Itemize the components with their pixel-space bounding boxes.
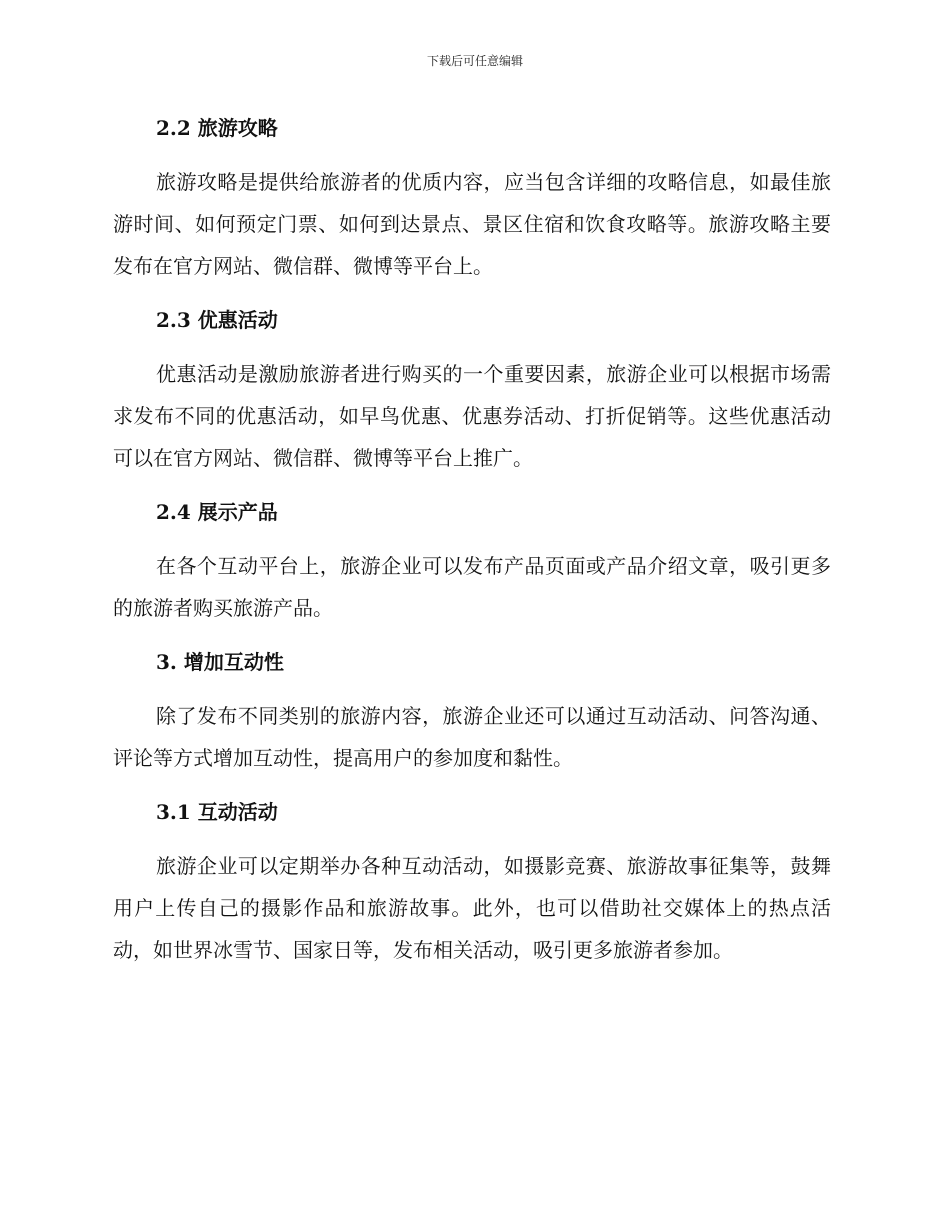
section-heading-2-3: 2.3 优惠活动 (156, 308, 278, 332)
section-heading-2-2: 2.2 旅游攻略 (156, 116, 278, 140)
section-paragraph-2-2: 旅游攻略是提供给旅游者的优质内容，应当包含详细的攻略信息，如最佳旅游时间、如何预定门票、如何到达景点、景区住宿和饮食攻略等。旅游攻略主要发布在官方网站、微信群、微博等平台上。 (113, 170, 831, 278)
header-note: 下载后可任意编辑 (426, 54, 523, 68)
section-paragraph-3: 除了发布不同类别的旅游内容，旅游企业还可以通过互动活动、问答沟通、评论等方式增加互动性，提高用户的参加度和黏性。 (113, 704, 831, 770)
section-paragraph-2-3: 优惠活动是激励旅游者进行购买的一个重要因素，旅游企业可以根据市场需求发布不同的优惠活动，如早鸟优惠、优惠券活动、打折促销等。这些优惠活动可以在官方网站、微信群、微博等平台上推广。 (113, 362, 831, 470)
section-paragraph-2-4: 在各个互动平台上，旅游企业可以发布产品页面或产品介绍文章，吸引更多的旅游者购买旅游产品。 (113, 554, 831, 620)
document-body (113, 108, 831, 971)
section-heading-2-4: 2.4 展示产品 (156, 500, 278, 524)
section-paragraph-3-1: 旅游企业可以定期举办各种互动活动，如摄影竞赛、旅游故事征集等，鼓舞用户上传自己的摄影作品和旅游故事。此外，也可以借助社交媒体上的热点活动，如世界冰雪节、国家日等，发布相关活动，吸引更多旅游者参加。 (113, 854, 831, 962)
section-heading-3-1: 3.1 互动活动 (156, 800, 278, 824)
section-heading-3: 3. 增加互动性 (156, 650, 284, 674)
